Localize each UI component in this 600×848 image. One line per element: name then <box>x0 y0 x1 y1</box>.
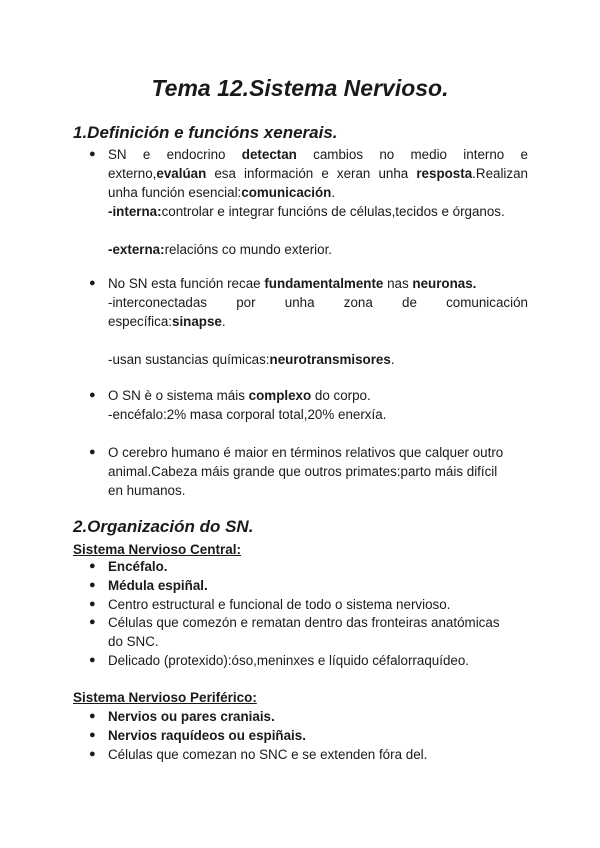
bullet-icon: ● <box>89 654 96 666</box>
bullet-icon: ● <box>89 598 96 610</box>
subsection-title-snc: Sistema Nervioso Central: <box>73 542 242 557</box>
page-title: Tema 12.Sistema Nervioso. <box>151 75 449 101</box>
text-line: -externa:relacións co mundo exterior. <box>108 242 333 257</box>
list-item: ● Nervios ou pares craniais. <box>89 709 275 724</box>
text-line: -interconectadas por unha zona de comunicación <box>108 295 528 310</box>
bullet-icon: ● <box>89 729 96 741</box>
list-item: ● Nervios raquídeos ou espiñais. <box>89 728 306 743</box>
section-heading-definicion: 1.Definición e funcións xenerais. <box>73 123 338 142</box>
list-item <box>89 386 528 424</box>
text-line: Células que comezón e rematan dentro das fronteiras anatómicas <box>108 615 500 630</box>
text-line: específica:sinapse. <box>108 314 226 329</box>
list-item: ● Delicado (protexido):óso,meninxes e líquido céfalorraquídeo. <box>89 653 470 668</box>
bullet-icon: ● <box>89 748 96 760</box>
list-item: ● Centro estructural e funcional de todo o sistema nervioso. <box>89 597 451 612</box>
text-line: do SNC. <box>108 634 159 649</box>
text-line: O SN è o sistema máis complexo do corpo. <box>108 388 371 403</box>
list-item: ● Encéfalo. <box>89 559 168 574</box>
list-item <box>89 274 528 369</box>
bullet-icon: ● <box>89 148 96 160</box>
text-line: animal.Cabeza máis grande que outros primates:parto máis difícil <box>108 464 498 479</box>
text-line: unha función esencial:comunicación. <box>108 185 336 200</box>
subsection-title-snp: Sistema Nervioso Periférico: <box>73 690 257 705</box>
text-line: SN e endocrino detectan cambios no medio interno e <box>108 147 528 162</box>
list-item <box>89 145 528 259</box>
text-line: -interna:controlar e integrar funcións de células,tecidos e órganos. <box>108 204 505 219</box>
bullet-icon: ● <box>89 710 96 722</box>
bullet-icon: ● <box>89 579 96 591</box>
list-item: ● Células que comezan no SNC e se extenden fóra del. <box>89 747 428 762</box>
text-line: -encéfalo:2% masa corporal total,20% enerxía. <box>108 407 387 422</box>
bullet-icon: ● <box>89 389 96 401</box>
text-line: en humanos. <box>108 483 186 498</box>
section-heading-organizacion: 2.Organización do SN. <box>73 517 254 536</box>
bullet-icon: ● <box>89 616 96 628</box>
list-item <box>89 613 528 651</box>
text-line: -usan sustancias químicas:neurotransmisores. <box>108 352 395 367</box>
list-item <box>89 443 528 500</box>
text-line: O cerebro humano é maior en términos relativos que calquer outro <box>108 445 504 460</box>
text-line: No SN esta función recae fundamentalmente nas neuronas. <box>108 276 477 291</box>
bullet-icon: ● <box>89 446 96 458</box>
text-line: externo,evalúan esa información e xeran unha resposta.Realizan <box>108 166 528 181</box>
list-item: ● Médula espiñal. <box>89 578 208 593</box>
bullet-icon: ● <box>89 560 96 572</box>
bullet-icon: ● <box>89 277 96 289</box>
